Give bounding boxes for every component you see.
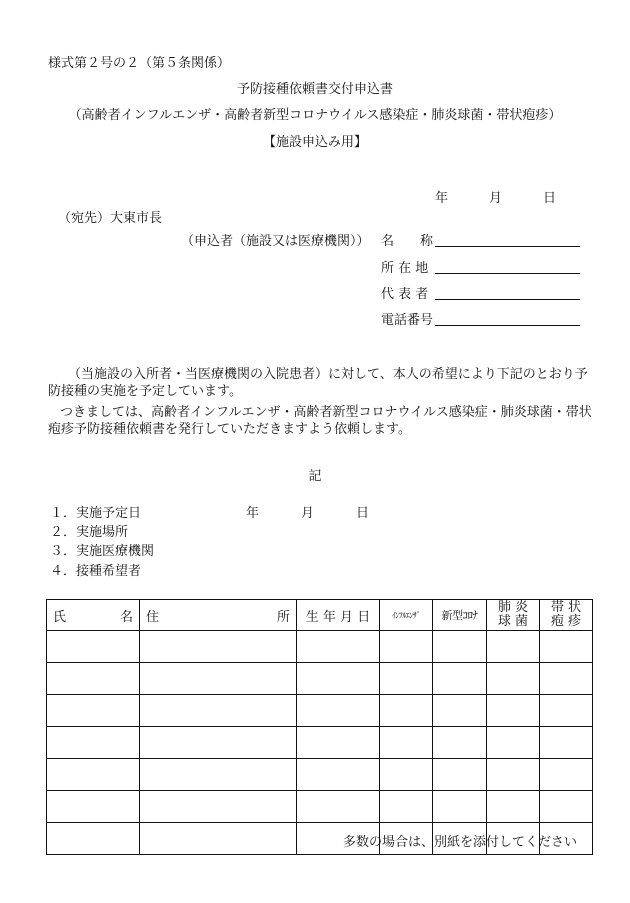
form-type: 【施設申込み用】 [262,135,367,150]
cell-influenza[interactable] [380,759,433,791]
item-1-year-label: 年 [246,506,260,521]
addressee: （宛先）大東市長 [58,211,163,226]
cell-name[interactable] [47,791,140,823]
cell-address[interactable] [140,663,297,695]
header-pneumococcus-line2: 球菌 [497,614,532,629]
cell-pneumococcus[interactable] [487,631,540,663]
applicant-phone-line[interactable] [435,325,580,326]
ki-heading: 記 [308,469,322,484]
header-shingles-line2: 疱疹 [550,614,585,629]
date-year-label: 年 [435,191,449,206]
cell-corona[interactable] [433,791,487,823]
date-month-label: 月 [489,191,503,206]
applicant-representative-label: 代 表 者 [381,287,429,302]
cell-birthdate[interactable] [297,727,380,759]
header-name [47,600,140,631]
cell-shingles[interactable] [540,631,593,663]
applicant-heading: （申込者（施設又は医療機関）） [181,234,370,249]
form-subtitle: （高齢者インフルエンザ・高齢者新型コロナウイルス感染症・肺炎球菌・帯状疱疹） [68,108,562,123]
cell-name[interactable] [47,663,140,695]
header-pneumococcus-line1: 肺炎 [497,600,532,615]
cell-pneumococcus[interactable] [487,727,540,759]
item-1-scheduled-date: １．実施予定日 [50,506,142,521]
cell-address[interactable] [140,727,297,759]
cell-birthdate[interactable] [297,759,380,791]
date-day-label: 日 [543,191,557,206]
cell-name[interactable] [47,695,140,727]
cell-birthdate[interactable] [297,695,380,727]
cell-influenza[interactable] [380,695,433,727]
applicant-name-line[interactable] [435,246,580,247]
cell-name[interactable] [47,823,140,855]
cell-address[interactable] [140,823,297,855]
cell-corona[interactable] [433,663,487,695]
item-4-applicants: ４．接種希望者 [50,564,142,579]
item-3-medical-institution: ３．実施医療機関 [50,544,155,559]
cell-corona[interactable] [433,759,487,791]
item-2-place: ２．実施場所 [50,525,129,540]
applicant-address-label: 所 在 地 [381,261,429,276]
applicant-name-label: 名 称 [381,234,434,249]
cell-pneumococcus[interactable] [487,663,540,695]
cell-influenza[interactable] [380,727,433,759]
header-name-a: 氏 [53,609,67,625]
cell-birthdate[interactable] [297,791,380,823]
footer-note: 多数の場合は、別紙を添付してください [343,835,578,850]
cell-influenza[interactable] [380,791,433,823]
header-influenza: ｲﾝﾌﾙｴﾝｻﾞ [380,600,433,631]
table-header-row [47,600,593,631]
form-title: 予防接種依頼書交付申込書 [236,82,393,97]
header-shingles-line1: 帯状 [550,600,585,615]
cell-shingles[interactable] [540,727,593,759]
header-pneumococcus [487,600,540,631]
applicant-phone-label: 電話番号 [381,313,434,328]
cell-corona[interactable] [433,727,487,759]
table-row [47,727,593,759]
cell-address[interactable] [140,631,297,663]
cell-shingles[interactable] [540,663,593,695]
cell-shingles[interactable] [540,695,593,727]
header-address-a: 住 [146,609,160,625]
item-1-day-label: 日 [356,506,370,521]
body-paragraph-2: つきましては、高齢者インフルエンザ・高齢者新型コロナウイルス感染症・肺炎球菌・帯状疱疹予防接種依頼書を発行していただきますよう依頼します。 [48,405,592,437]
cell-birthdate[interactable] [297,631,380,663]
table-row [47,791,593,823]
header-address [140,600,297,631]
header-name-b: 名 [119,609,133,625]
cell-corona[interactable] [433,631,487,663]
table-row [47,663,593,695]
header-birthdate: 生 年 月 日 [297,600,380,631]
cell-shingles[interactable] [540,791,593,823]
cell-name[interactable] [47,631,140,663]
header-corona: 新型ｺﾛﾅ [433,600,487,631]
cell-pneumococcus[interactable] [487,791,540,823]
header-shingles [540,600,593,631]
cell-name[interactable] [47,727,140,759]
cell-name[interactable] [47,759,140,791]
table-row [47,631,593,663]
cell-address[interactable] [140,791,297,823]
table-row [47,759,593,791]
applicant-table [46,599,593,855]
cell-pneumococcus[interactable] [487,759,540,791]
cell-address[interactable] [140,759,297,791]
cell-corona[interactable] [433,695,487,727]
item-1-month-label: 月 [301,506,315,521]
cell-influenza[interactable] [380,663,433,695]
cell-address[interactable] [140,695,297,727]
cell-birthdate[interactable] [297,663,380,695]
applicant-address-line[interactable] [435,273,580,274]
form-number: 様式第２号の２（第５条関係） [48,56,231,71]
cell-shingles[interactable] [540,759,593,791]
applicant-representative-line[interactable] [435,299,580,300]
table-row [47,695,593,727]
header-address-b: 所 [276,609,290,625]
cell-influenza[interactable] [380,631,433,663]
body-paragraph-1: （当施設の入所者・当医療機関の入院患者）に対して、本人の希望により下記のとおり予防接種の実施を予定しています。 [48,367,588,399]
cell-pneumococcus[interactable] [487,695,540,727]
